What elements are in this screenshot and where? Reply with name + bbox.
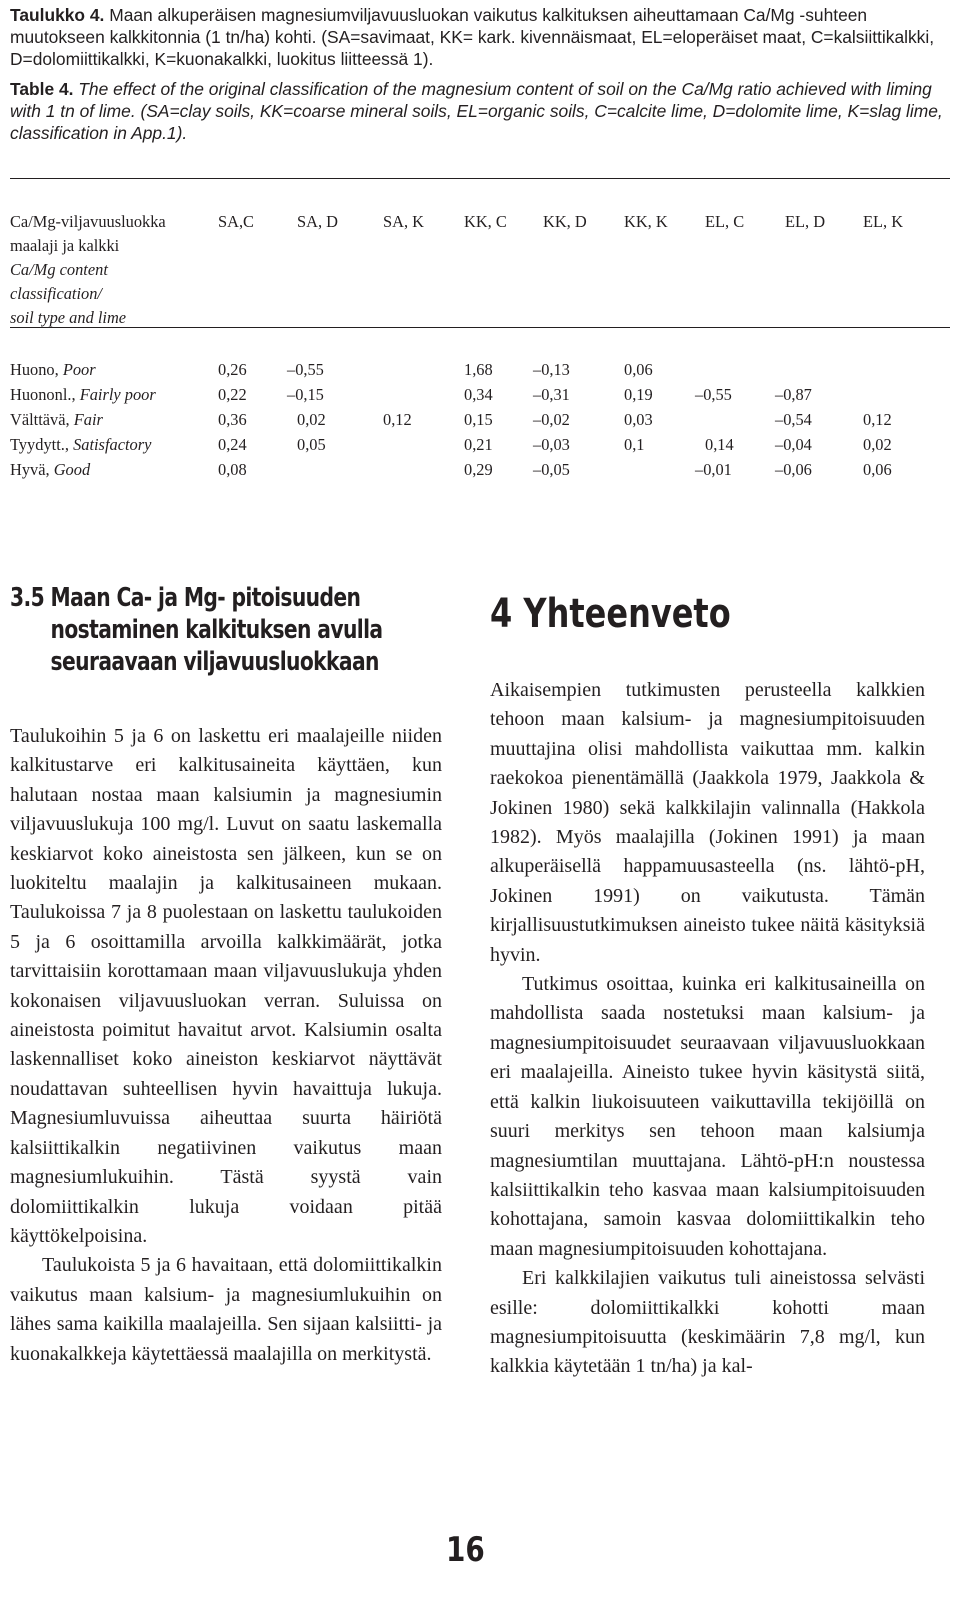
table-cell: 0,06 [863,460,892,479]
row-label-fi: Hyvä, [10,460,50,479]
table-cell: 0,29 [464,460,493,479]
table-cell: 0,22 [218,385,247,404]
paragraph: Eri kalkkilajien vaikutus tuli aineistossa selvästi esille: dolomiittikalkki kohotti maan magnesiumpitoisuutta (keskimäärin 7,8 mg/l, kun kalkkia käytetään 1 tn/ha) ja kal- [490,1267,925,1378]
row-label-en: Fairly poor [79,385,156,404]
table-row [10,382,950,407]
row-label [10,357,96,382]
header-label-line: Ca/Mg-viljavuusluokka [10,212,166,231]
table-cell: –0,03 [533,435,570,454]
summary-heading: 4 Yhteenveto [490,591,731,637]
header-label-line: maalaji ja kalkki [10,236,120,255]
table-cell: –0,13 [533,360,570,379]
table-cell: 0,03 [624,410,653,429]
caption-fi-label: Taulukko 4. [10,5,105,25]
row-label [10,457,90,482]
row-label-en: Poor [62,360,96,379]
table-cell: 0,02 [297,410,326,429]
caption-en-label: Table 4. [10,79,74,99]
column-header: KK, K [624,212,668,231]
table-cell: –0,15 [287,385,324,404]
column-header: SA, D [297,212,338,231]
section-heading-text: Maan Ca- ja Mg- pitoisuuden [50,583,361,613]
table-row [10,407,950,432]
table-cell: 0,08 [218,460,247,479]
table-cell: 0,02 [863,435,892,454]
table-cell: 0,36 [218,410,247,429]
table-row [10,357,950,382]
table-cell: 0,05 [297,435,326,454]
row-label-en: Satisfactory [73,435,152,454]
data-table [10,210,950,482]
section-heading-line: nostaminen kalkituksen avulla [50,615,383,645]
table-cell: 0,15 [464,410,493,429]
column-header: KK, D [543,212,587,231]
page-number: 16 [446,1530,485,1570]
table-cell: –0,31 [533,385,570,404]
row-label-fi: Välttävä, [10,410,70,429]
paragraph: Aikaisempien tutkimusten perusteella kalkkien tehoon maan kalsium- ja magnesiumpitoisuuden muuttajina olisi mahdollista vaikuttaa mm. kalkin raekokoa pienentämällä (Jaakkola 1979, Jaakkola & Jokinen 1980) sekä kalkkilajin valinnalla (Hakkola 1982). Myös maalajilla (Jokinen 1991) ja maan alkuperäisellä happamuusasteella (ns. lähtö-pH, Jokinen 1991) on vaikutusta. Tämän kirjallisuustutkimuksen aineisto tukee näitä käsityksiä hyvin. [490,679,925,966]
column-header: SA,C [218,212,254,231]
table-cell: 0,14 [705,435,734,454]
table-cell: 0,21 [464,435,493,454]
header-label-line: classification/ [10,284,102,303]
paragraph: Tutkimus osoittaa, kuinka eri kalkitusaineilla on mahdollista saada nostetuksi maan kalsium- ja magnesiumpitoisuudet seuraavaan viljavuusluokkaan eri maalajeilla. Aineisto tukee hyvin käsitystä siitä, että kalkin liukoisuuteen vaikuttavilla tekijöillä on suuri merkitys sen tehoon maan kalsiumja magnesiumtilan muuttajana. Lähtö-pH:n noustessa kalsiittikalkin teho kasvaa maan kalsiumpitoisuuden kohottajana, samoin kasvaa dolomiittikalkin teho maan magnesiumpitoisuuden kohottajana. [490,973,925,1260]
row-label-fi: Huono, [10,360,59,379]
table-cell: 0,12 [383,410,412,429]
paragraph: Taulukoihin 5 ja 6 on laskettu eri maalajeille niiden kalkitustarve eri kalkitusaineita käyttäen, kun halutaan nostaa maan kalsiumin ja magnesiumin viljavuuslukuja 100 mg/l. Luvut on saatu laskemalla keskiarvot koko aineistosta sen jälkeen, kun se on luokiteltu maalajin ja kalkitusaineen mukaan. Taulukoissa 7 ja 8 puolestaan on laskettu taulukoiden 5 ja 6 osoittamilla arvoilla kalkkimäärät, jotka tarvittaisiin korottamaan maan viljavuuslukuja yhden kokonaisen viljavuusluokan verran. Suluissa on aineistosta poimitut havaitut arvot. Kalsiumin osalta laskennalliset koko aineiston keskiarvot näyttävät noudattavan suhteellisen hyvin havaittuja lukuja. Magnesiumluvuissa aiheuttaa suurta häiriötä kalsiittikalkin negatiivinen vaikutus maan magnesiumlukuihin. Tästä syystä vain dolomiittikalkin lukuja voidaan pitää käyttökelpoisina. [10,725,442,1247]
table-cell: 0,12 [863,410,892,429]
section-heading-line [10,582,447,614]
header-label-line: soil type and lime [10,308,127,327]
table-row [10,457,950,482]
right-column-text [490,676,925,1382]
table-cell: 0,34 [464,385,493,404]
row-label-en: Fair [73,410,103,429]
caption-fi-text: Maan alkuperäisen magnesiumviljavuusluokan vaikutus kalkituksen aiheuttamaan Ca/Mg -suhteen muutokseen kalkkitonnia (1 tn/ha) kohti. (SA=savimaat, KK= kark. kivennäismaat, EL=eloperäiset maat, C=kalsiittikalkki, D=dolomiittikalkki, K=kuonakalkki, luokitus liitteessä 1). [10,5,935,69]
row-label [10,432,151,457]
left-column-text [10,722,442,1369]
caption-en-text: The effect of the original classification of the magnesium content of soil on the Ca/Mg ratio achieved with liming with 1 tn of lime. (SA=clay soils, KK=coarse mineral soils, EL=organic soils, C=calcite lime, D=dolomite lime, K=slag lime, classification in App.1). [10,79,943,143]
row-label-en: Good [53,460,91,479]
table-cell: –0,87 [775,385,812,404]
caption-english [10,78,950,144]
table-cell: 1,68 [464,360,493,379]
column-header: SA, K [383,212,424,231]
column-header: EL, D [785,212,826,231]
column-header: KK, C [464,212,507,231]
table-cell: –0,01 [695,460,732,479]
caption-finnish [10,4,950,70]
table-cell: –0,05 [533,460,570,479]
table-header-row [10,210,950,234]
row-label-fi: Tyydytt., [10,435,69,454]
table-cell: –0,02 [533,410,570,429]
table-header-rule [10,327,950,328]
table-cell: 0,1 [624,435,645,454]
paragraph: Taulukoista 5 ja 6 havaitaan, että dolomiittikalkin vaikutus maan kalsium- ja magnesiumlukuihin on lähes sama kaikilla maalajeilla. Sen sijaan kalsiitti- ja kuonakalkkeja käytettäessä maalajilla on merkitystä. [10,1254,442,1365]
table-cell: 0,24 [218,435,247,454]
table-cell: –0,54 [775,410,812,429]
table-cell: 0,19 [624,385,653,404]
table-top-rule [10,178,950,179]
table-caption [10,4,950,144]
column-header: EL, C [705,212,745,231]
header-label-line: Ca/Mg content [10,260,108,279]
table-cell: –0,04 [775,435,812,454]
table-cell: –0,06 [775,460,812,479]
table-cell: –0,55 [695,385,732,404]
row-label [10,382,156,407]
row-label [10,407,103,432]
section-heading [10,582,447,678]
row-label-fi: Huononl., [10,385,76,404]
table-row [10,432,950,457]
table-cell: 0,26 [218,360,247,379]
table-cell: –0,55 [287,360,324,379]
table-body [10,357,950,482]
section-heading-line: seuraavaan viljavuusluokkaan [50,647,379,677]
table-cell: 0,06 [624,360,653,379]
column-header: EL, K [863,212,904,231]
section-number: 3.5 [10,583,45,613]
